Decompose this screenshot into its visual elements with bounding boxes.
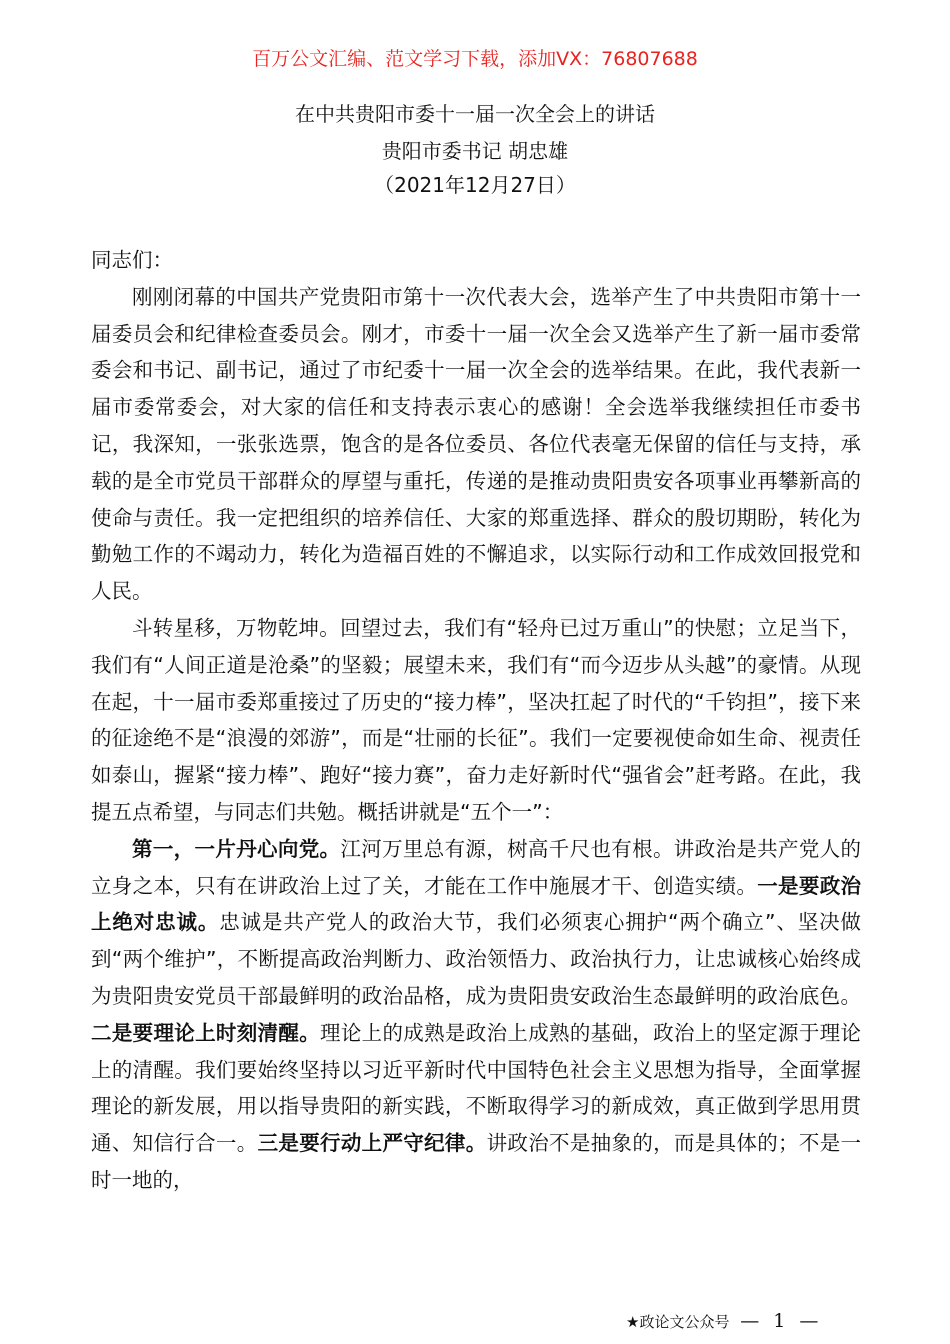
- sub-point-3-heading: 三是要行动上严守纪律。: [257, 1131, 487, 1156]
- footer-source: ★政论文公众号: [626, 1313, 730, 1331]
- sub-point-3-text: 讲政治不是抽象的，而是具体的；不是一时一地的，: [91, 1131, 862, 1192]
- sub-point-2-heading: 二是要理论上时刻清醒。: [91, 1020, 321, 1045]
- speech-date: （2021年12月27日）: [374, 173, 576, 197]
- speech-author: 贵阳市委书记 胡忠雄: [381, 139, 569, 163]
- paragraph-2: 斗转星移，万物乾坤。回望过去，我们有“轻舟已过万重山”的快慰；立足当下，我们有“人间正道是沧桑”的坚毅；展望未来，我们有“而今迈步从头越”的豪情。从现在起，十一届市委郑重接过了历史的“接力棒”，坚决扛起了时代的“千钧担”，接下来的征途绝不是“浪漫的郊游”，而是“壮丽的长征”。我们一定要视使命如生命、视责任如泰山，握紧“接力棒”、跑好“接力赛”，奋力走好新时代“强省会”赶考路。在此，我提五点希望，与同志们共勉。概括讲就是“五个一”：: [91, 615, 861, 824]
- sub-point-1-text: 忠诚是共产党人的政治大节，我们必须衷心拥护“两个确立”、坚决做到“两个维护”，不断提高政治判断力、政治领悟力、政治执行力，让忠诚核心始终成为贵阳贵安党员干部最鲜明的政治品格，成为贵阳贵安政治生态最鲜明的政治底色。: [91, 910, 861, 1008]
- speech-body: [91, 242, 861, 1199]
- download-banner: 百万公文汇编、范文学习下载，添加VX：76807688: [252, 48, 698, 70]
- sub-point-1-heading: 一是要政治上绝对忠诚。: [91, 873, 862, 935]
- speech-title: 在中共贵阳市委十一届一次全会上的讲话: [295, 102, 655, 126]
- salutation: 同志们：: [91, 248, 173, 272]
- point-one-heading: 第一，一片丹心向党。: [132, 836, 341, 861]
- page-number: — 1 —: [740, 1310, 823, 1332]
- sub-point-2-text: 理论上的成熟是政治上成熟的基础，政治上的坚定源于理论上的清醒。我们要始终坚持以习近平新时代中国特色社会主义思想为指导，全面掌握理论的新发展，用以指导贵阳的新实践，不断取得学习的新成效，真正做到学思用贯通、知信行合一。: [91, 1020, 862, 1156]
- point-one-text: 江河万里总有源，树高千尺也有根。讲政治是共产党人的立身之本，只有在讲政治上过了关，才能在工作中施展才干、创造实绩。: [91, 836, 862, 898]
- paragraph-1: 刚刚闭幕的中国共产党贵阳市第十一次代表大会，选举产生了中共贵阳市第十一届委员会和纪律检查委员会。刚才，市委十一届一次全会又选举产生了新一届市委常委会和书记、副书记，通过了市纪委十一届一次全会的选举结果。在此，我代表新一届市委常委会，对大家的信任和支持表示衷心的感谢！全会选举我继续担任市委书记，我深知，一张张选票，饱含的是各位委员、各位代表毫无保留的信任与支持，承载的是全市党员干部群众的厚望与重托，传递的是推动贵阳贵安各项事业再攀新高的使命与责任。我一定把组织的培养信任、大家的郑重选择、群众的殷切期盼，转化为勤勉工作的不竭动力，转化为造福百姓的不懈追求，以实际行动和工作成效回报党和人民。: [91, 284, 861, 604]
- page-footer: [626, 1310, 822, 1333]
- paragraph-3: [91, 831, 861, 1199]
